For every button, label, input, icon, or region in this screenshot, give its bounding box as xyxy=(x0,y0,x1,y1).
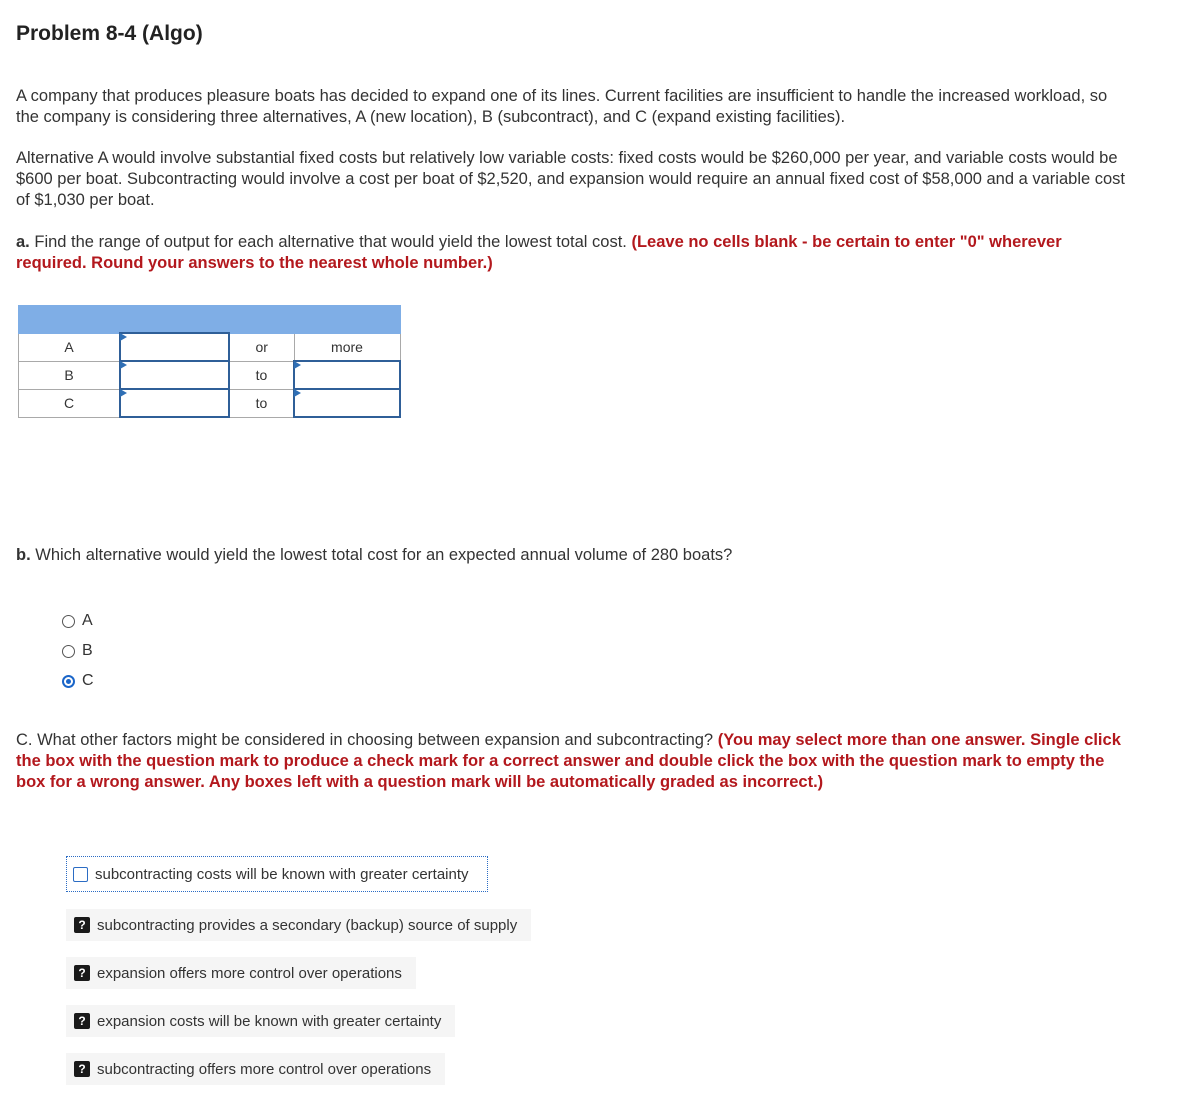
option-b[interactable] xyxy=(62,636,94,666)
radio-c-selected[interactable] xyxy=(62,675,75,688)
answer-item-3[interactable] xyxy=(66,957,416,989)
range-row-b xyxy=(19,361,401,389)
answer-item-3-text: expansion offers more control over operations xyxy=(97,964,402,982)
row-label-a: A xyxy=(19,333,121,361)
intro-paragraph-1: A company that produces pleasure boats has decided to expand one of its lines. Current facilities are insufficient to handle the increased workload, so the company is considering three alternatives, A (new location), B (subcontract), and C (expand existing facilities). xyxy=(16,87,1108,126)
empty-checkbox-icon[interactable] xyxy=(73,867,88,882)
question-mark-icon[interactable]: ? xyxy=(74,917,90,933)
answer-item-4[interactable] xyxy=(66,1005,455,1037)
option-c[interactable] xyxy=(62,666,94,696)
answer-item-5[interactable] xyxy=(66,1053,445,1085)
part-c-instruction: (You may select more than one answer. Single click the box with the question mark to produce a check mark for a correct answer and double click the box with the question mark to empty the box for a wrong answer. Any boxes left with a question mark will be automatically graded as incorrect.) xyxy=(16,731,1121,791)
part-c-question-text: What other factors might be considered in choosing between expansion and subcontracting? xyxy=(37,731,714,749)
question-mark-icon[interactable]: ? xyxy=(74,1013,90,1029)
answer-item-2[interactable] xyxy=(66,909,531,941)
option-b-label: B xyxy=(82,642,93,659)
option-c-label: C xyxy=(82,672,94,689)
row-label-c: C xyxy=(19,389,121,417)
row-connector-b: to xyxy=(229,361,294,389)
radio-a[interactable] xyxy=(62,615,75,628)
row-tail-a: more xyxy=(294,333,400,361)
part-b-options xyxy=(62,606,94,696)
part-a-instruction: (Leave no cells blank - be certain to enter "0" wherever required. Round your answers to the nearest whole number.) xyxy=(16,233,1062,272)
range-table-header xyxy=(19,306,401,334)
question-mark-icon[interactable]: ? xyxy=(74,1061,90,1077)
part-a-question xyxy=(16,232,1126,274)
answer-item-5-text: subcontracting offers more control over operations xyxy=(97,1060,432,1078)
problem-title: Problem 8-4 (Algo) xyxy=(16,22,203,45)
part-b-question xyxy=(16,545,1126,566)
question-mark-icon[interactable]: ? xyxy=(74,965,90,981)
range-row-a xyxy=(19,333,401,361)
part-b-label: b. xyxy=(16,546,31,564)
range-b-to-input[interactable] xyxy=(294,361,400,389)
range-c-from-input[interactable] xyxy=(120,389,229,417)
part-c-label: C. xyxy=(16,731,33,749)
intro-paragraph-2: Alternative A would involve substantial fixed costs but relatively low variable costs: fixed costs would be $260,000 per year, and variable costs would be $600 per boat. Subcontracting would involve a cost per boat of $2,520, and expansion would require an annual fixed cost of $58,000 and a variable cost of $1,030 per boat. xyxy=(16,149,1126,209)
option-a[interactable] xyxy=(62,606,94,636)
range-c-to-input[interactable] xyxy=(294,389,400,417)
row-connector-a: or xyxy=(229,333,294,361)
answer-item-1-text: subcontracting costs will be known with greater certainty xyxy=(95,865,469,883)
radio-b[interactable] xyxy=(62,645,75,658)
range-b-from-input[interactable] xyxy=(120,361,229,389)
part-c-question xyxy=(16,730,1126,793)
range-a-from-input[interactable] xyxy=(120,333,229,361)
answer-item-1[interactable] xyxy=(66,856,488,892)
row-label-b: B xyxy=(19,361,121,389)
answer-item-4-text: expansion costs will be known with greater certainty xyxy=(97,1012,442,1030)
part-b-question-text: Which alternative would yield the lowest total cost for an expected annual volume of 280 boats? xyxy=(35,546,733,564)
row-connector-c: to xyxy=(229,389,294,417)
range-table xyxy=(18,305,401,418)
part-a-label: a. xyxy=(16,233,30,251)
option-a-label: A xyxy=(82,612,93,629)
answer-item-2-text: subcontracting provides a secondary (backup) source of supply xyxy=(97,916,518,934)
part-a-question-text: Find the range of output for each alternative that would yield the lowest total cost. xyxy=(34,233,627,251)
range-row-c xyxy=(19,389,401,417)
